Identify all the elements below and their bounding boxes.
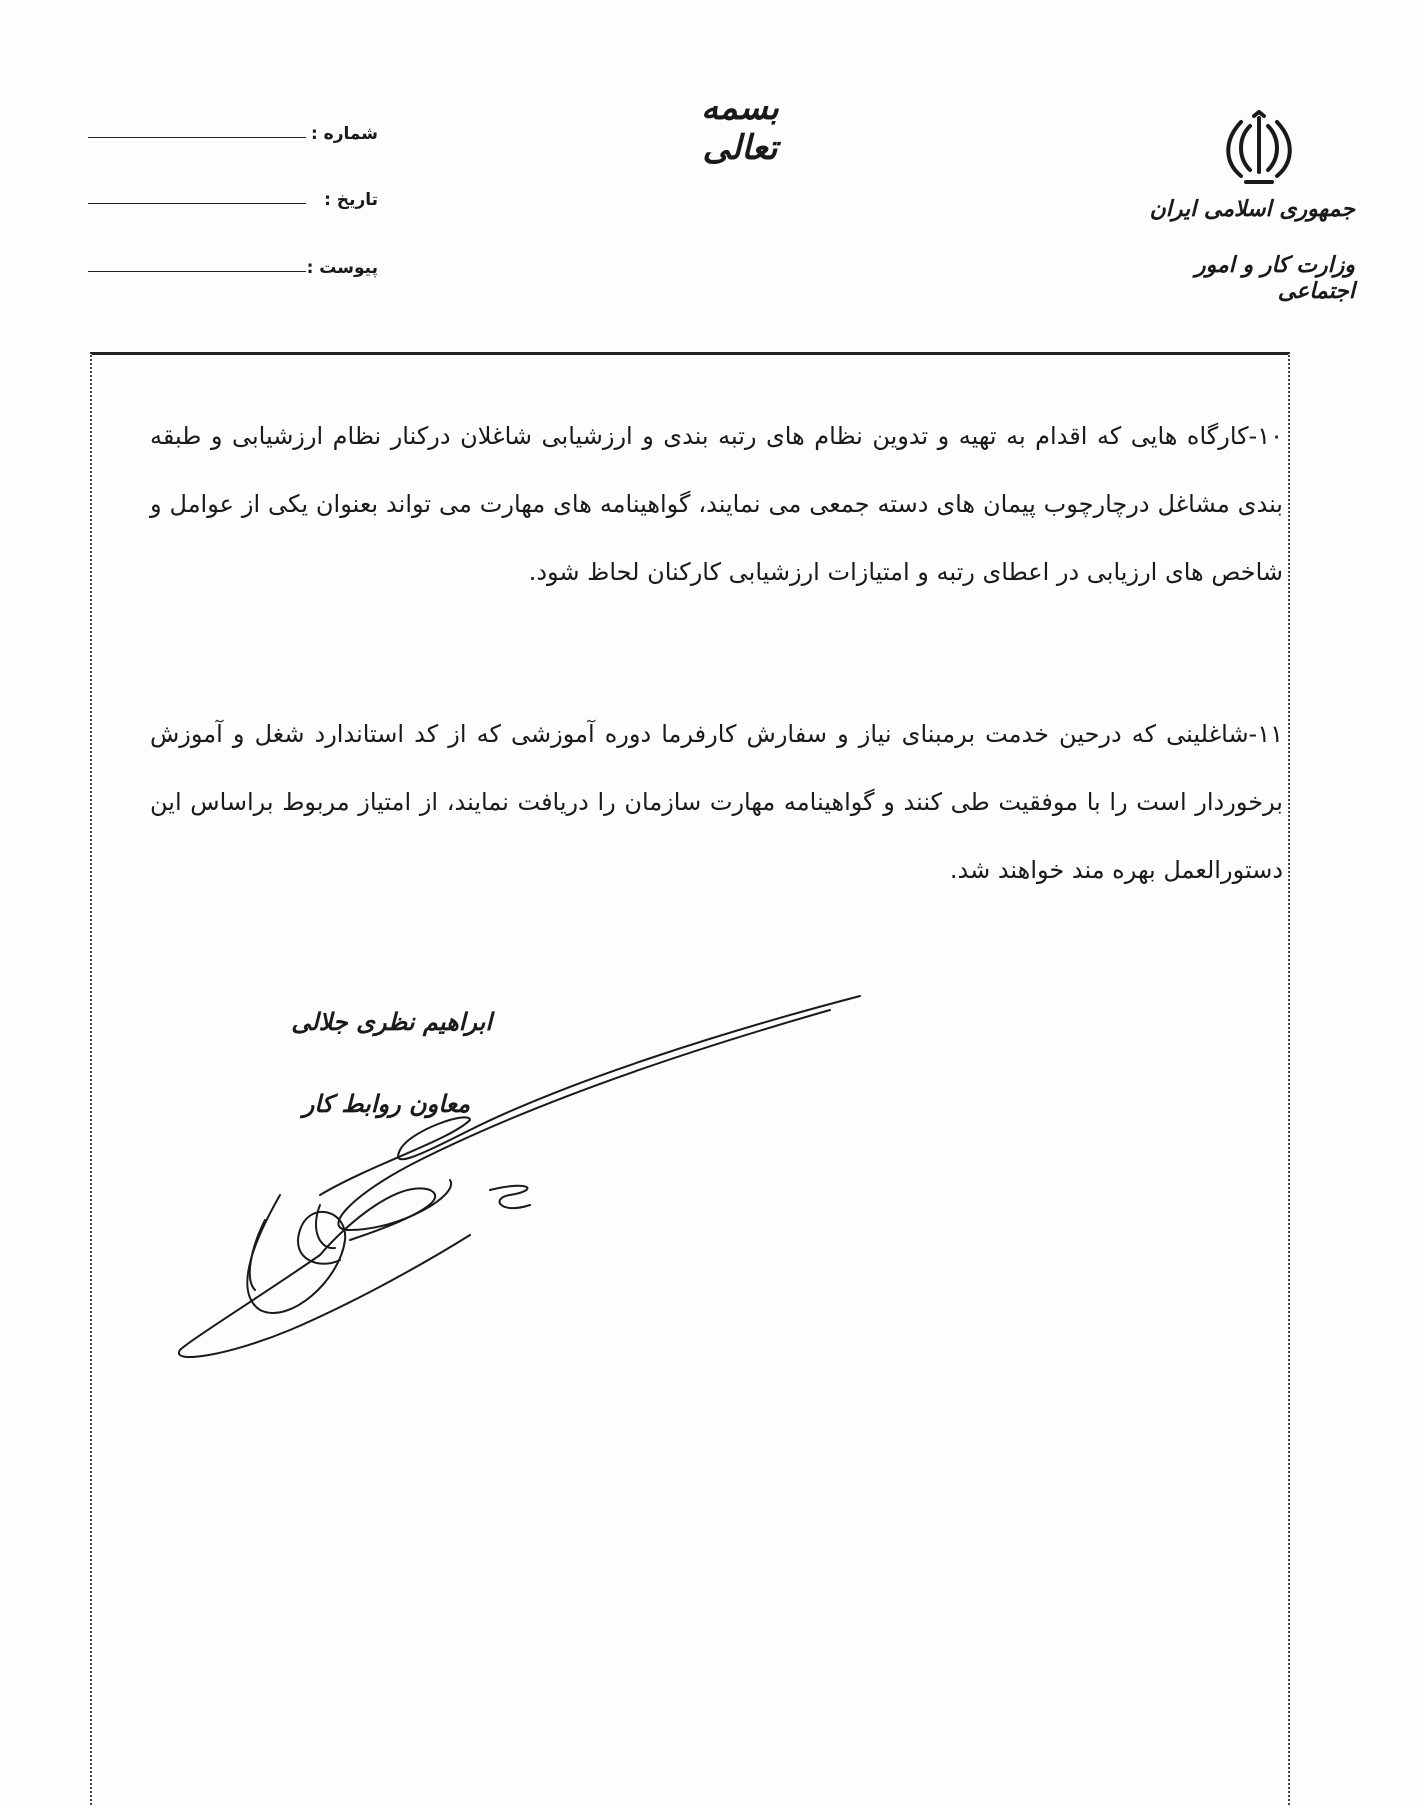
number-field [88, 124, 378, 156]
number-line [88, 137, 306, 138]
paragraph-10: ۱۰-کارگاه هایی که اقدام به تهیه و تدوین نظام های رتبه بندی و ارزشیابی شاغلان درکنار نظام ارزشیابی و طبقه بندی مشاغل درچارچوب پیمان های دسته جمعی می نمایند، گواهینامه های مهارت می تواند بعنوان یکی از عوامل و شاخص های ارزیابی در اعطای رتبه و امتیازات ارزشیابی کارکنان لحاظ شود. [150, 422, 1283, 586]
date-line [88, 203, 306, 204]
iran-emblem-icon [1224, 110, 1294, 190]
attachment-field [88, 258, 378, 290]
paragraph-11: ۱۱-شاغلینی که درحین خدمت برمبنای نیاز و سفارش کارفرما دوره آموزشی که از کد استاندارد شغل و آموزش برخوردار است را با موفقیت طی کنند و گواهینامه مهارت سازمان را دریافت نمایند، از امتیاز مربوط براساس این دستورالعمل بهره مند خواهند شد. [150, 720, 1283, 884]
country-name: جمهوری اسلامی ایران [1149, 196, 1355, 222]
attachment-label: پیوست : [306, 258, 378, 278]
date-field [88, 190, 378, 222]
signer-title: معاون روابط کار [302, 1090, 470, 1118]
signature-image [170, 990, 880, 1370]
number-label: شماره : [310, 124, 378, 144]
date-label: تاریخ : [324, 190, 378, 210]
bismillah-heading: بسمه تعالی [701, 88, 779, 168]
ministry-name: وزارت کار و امور اجتماعی [1195, 252, 1355, 304]
attachment-line [88, 271, 306, 272]
signer-name: ابراهیم نظری جلالی [291, 1008, 492, 1036]
